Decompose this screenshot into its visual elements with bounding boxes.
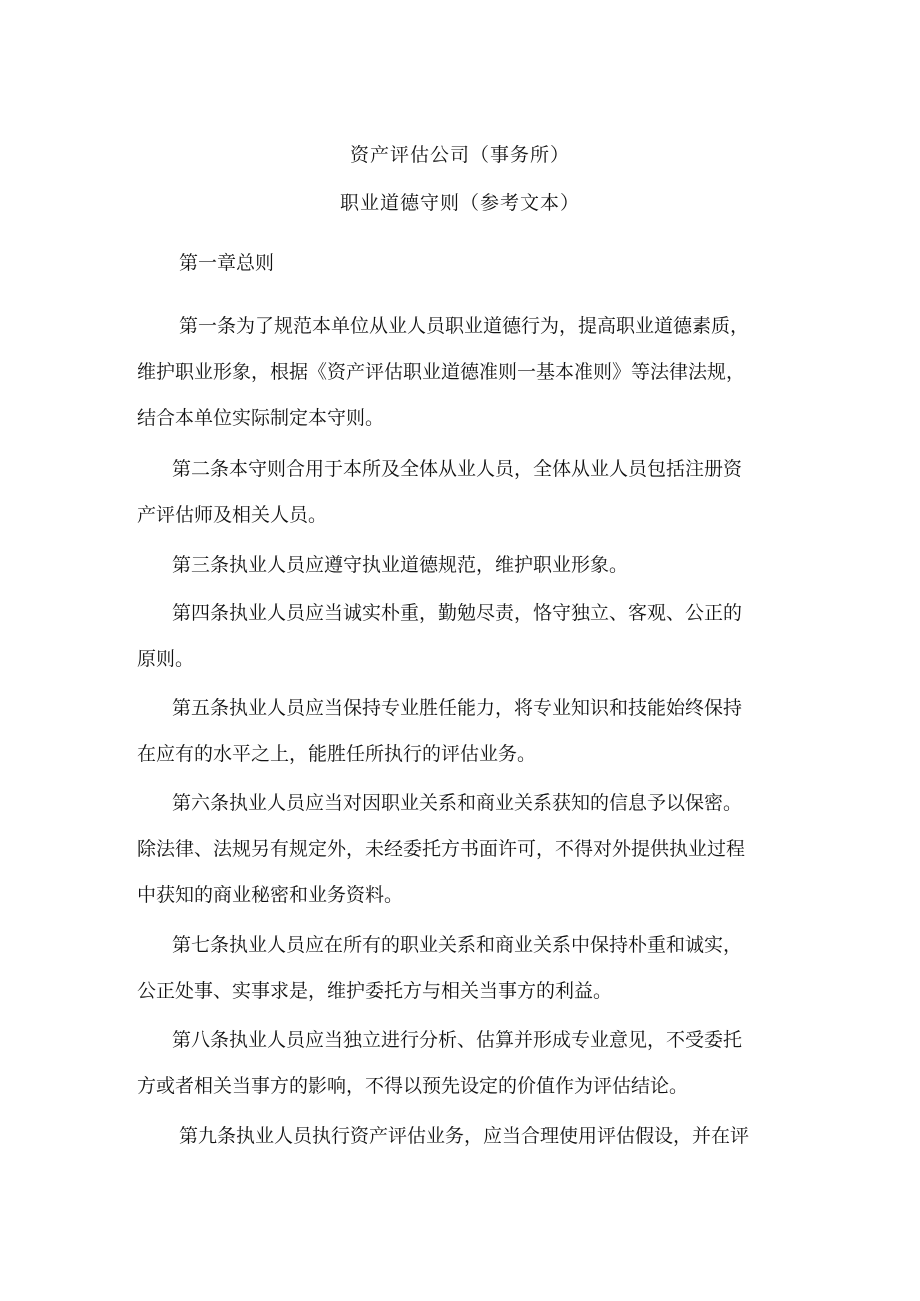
- article-line: 第六条执业人员应当对因职业关系和商业关系获知的信息予以保密。: [172, 792, 743, 814]
- article-line: 第八条执业人员应当独立进行分析、估算并形成专业意见，不受委托: [172, 1029, 743, 1051]
- chapter-heading: 第一章总则: [179, 252, 275, 274]
- article-line: 第四条执业人员应当诚实朴重，勤勉尽责，恪守独立、客观、公正的: [172, 602, 743, 624]
- article-line: 维护职业形象，根据《资产评估职业道德准则一基本准则》等法律法规，: [137, 361, 746, 383]
- article-line: 原则。: [137, 648, 195, 670]
- article-2: [137, 446, 797, 538]
- article-6: [137, 780, 797, 918]
- article-line: 在应有的水平之上，能胜任所执行的评估业务。: [137, 743, 537, 765]
- article-1: [137, 303, 797, 441]
- document-title: 资产评估公司（事务所）: [349, 144, 570, 166]
- article-line: 第一条为了规范本单位从业人员职业道德行为，提高职业道德素质，: [179, 315, 750, 337]
- article-line: 结合本单位实际制定本守则。: [137, 407, 385, 429]
- article-line: 第三条执业人员应遵守执业道德规范，维护职业形象。: [172, 554, 629, 576]
- article-line: 第九条执业人员执行资产评估业务，应当合理使用评估假设，并在评: [179, 1125, 750, 1147]
- article-9: [137, 1113, 797, 1159]
- article-line: 第五条执业人员应当保持专业胜任能力，将专业知识和技能始终保持: [172, 697, 743, 719]
- article-5: [137, 685, 797, 777]
- article-line: 除法律、法规另有规定外，未经委托方书面许可，不得对外提供执业过程: [137, 838, 746, 860]
- article-line: 方或者相关当事方的影响，不得以预先设定的价值作为评估结论。: [137, 1075, 689, 1097]
- article-line: 第七条执业人员应在所有的职业关系和商业关系中保持朴重和诚实，: [172, 934, 743, 956]
- document-subtitle: 职业道德守则（参考文本）: [339, 192, 580, 214]
- article-4: [137, 590, 797, 682]
- article-line: 第二条本守则合用于本所及全体从业人员，全体从业人员包括注册资: [172, 458, 743, 480]
- article-7: [137, 922, 797, 1014]
- article-line: 公正处事、实事求是，维护委托方与相关当事方的利益。: [137, 980, 613, 1002]
- article-line: 产评估师及相关人员。: [137, 504, 328, 526]
- article-3: [137, 542, 797, 588]
- article-8: [137, 1017, 797, 1109]
- article-line: 中获知的商业秘密和业务资料。: [137, 884, 404, 906]
